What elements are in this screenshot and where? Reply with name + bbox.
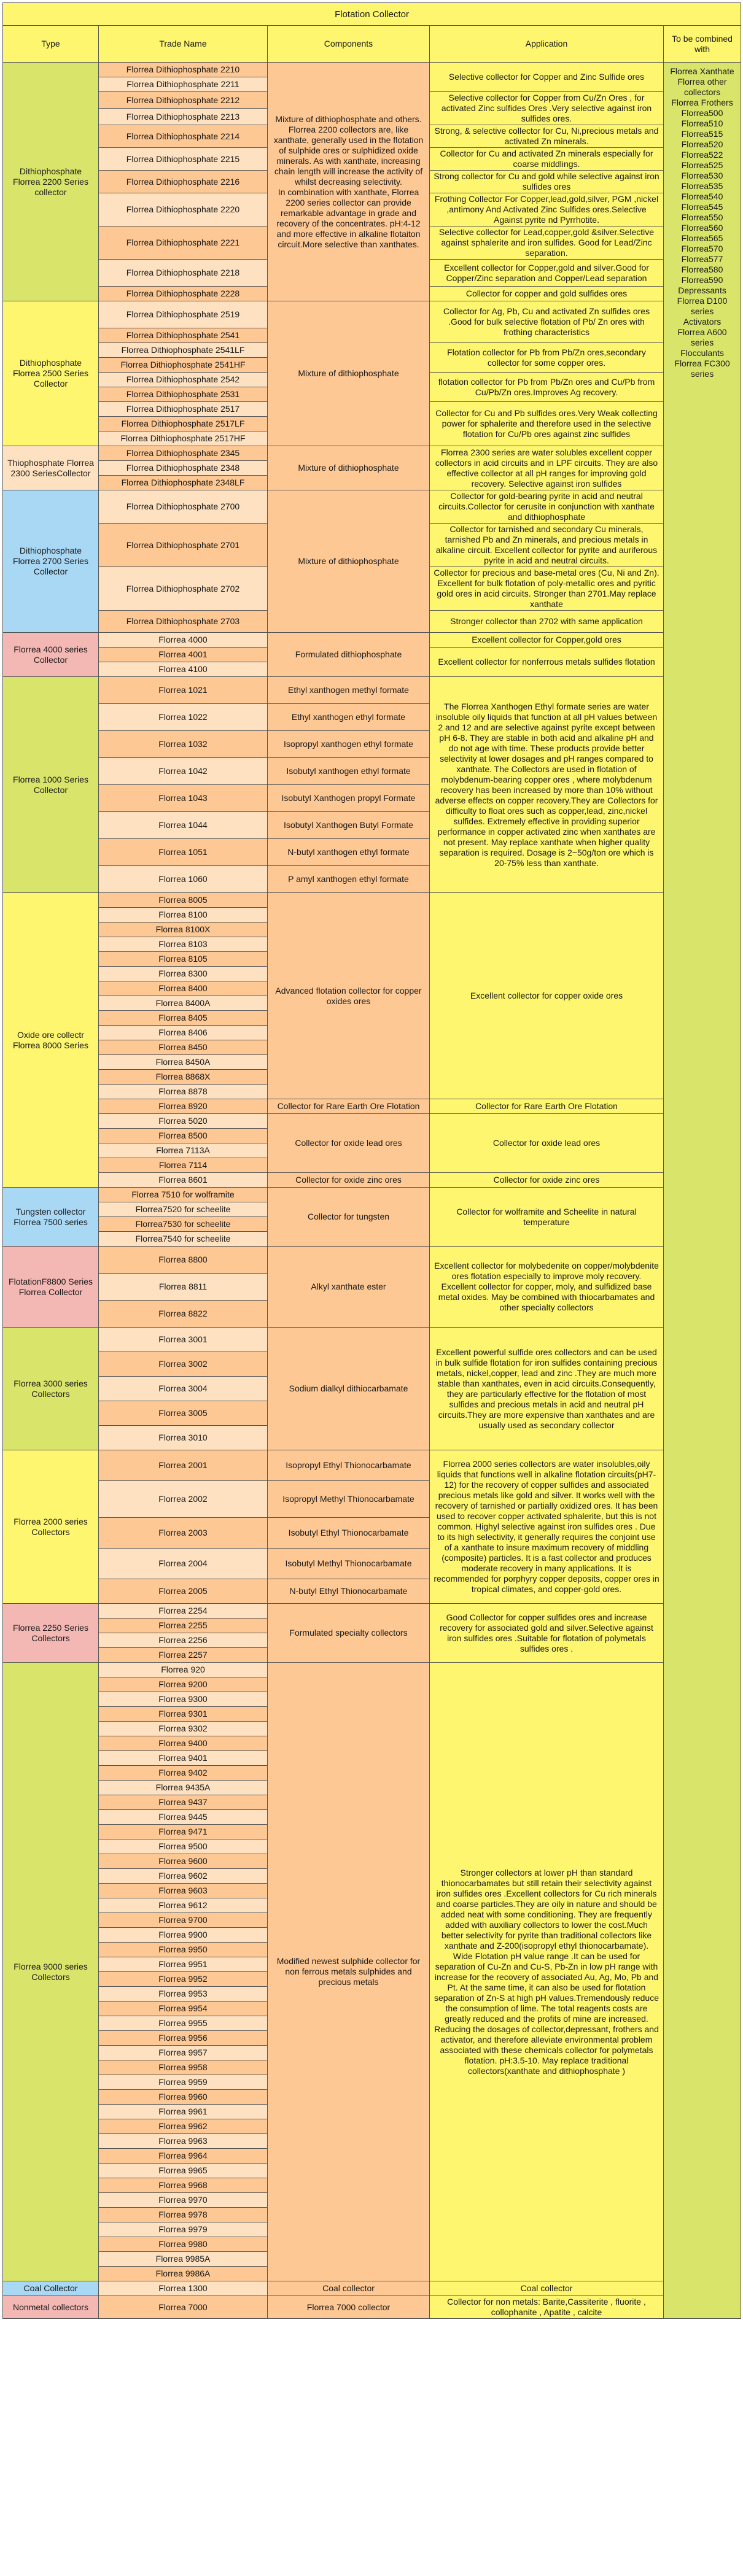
flotation-collector-table-wrap	[2, 2, 741, 2319]
application-cell: Collector for tarnished and secondary Cu minerals, tarnished Pb and Zn minerals, and precious metals in alkaline circuit. Excellent collector for pyrite and auriferous pyrite in acid and neutral circuits.	[430, 524, 664, 567]
trade-name: Florrea 2254	[99, 1604, 268, 1619]
trade-name: Florrea 9471	[99, 1825, 268, 1839]
trade-name: Florrea Dithiophosphate 2215	[99, 148, 268, 171]
trade-name: Florrea 4100	[99, 662, 268, 677]
trade-name: Florrea 1300	[99, 2281, 268, 2296]
trade-name: Florrea 8811	[99, 1274, 268, 1301]
trade-name: Florrea 3010	[99, 1426, 268, 1450]
table-row	[3, 446, 741, 461]
application-cell: Strong, & selective collector for Cu, Ni,precious metals and activated Zn minerals.	[430, 125, 664, 148]
trade-name: Florrea 5020	[99, 1114, 268, 1129]
components-cell: Mixture of dithiophosphate	[268, 446, 430, 490]
application-cell: Collector for oxide lead ores	[430, 1114, 664, 1173]
collector-type: Florrea 4000 series Collector	[3, 633, 99, 677]
trade-name: Florrea Dithiophosphate 2700	[99, 490, 268, 524]
trade-name: Florrea 9301	[99, 1707, 268, 1722]
trade-name: Florrea 9963	[99, 2134, 268, 2149]
trade-name: Florrea 8300	[99, 967, 268, 981]
application-cell: Excellent collector for copper oxide ores	[430, 893, 664, 1099]
flotation-collector-table	[2, 2, 741, 2319]
collector-type: Nonmetal collectors	[3, 2296, 99, 2319]
components-cell: Florrea 7000 collector	[268, 2296, 430, 2319]
application-cell: Collector for Rare Earth Ore Flotation	[430, 1099, 664, 1114]
header-components: Components	[268, 26, 430, 63]
trade-name: Florrea 9302	[99, 1722, 268, 1736]
trade-name: Florrea 9200	[99, 1677, 268, 1692]
application-cell: Stronger collector than 2702 with same application	[430, 611, 664, 633]
trade-name: Florrea 9435A	[99, 1781, 268, 1795]
trade-name: Florrea Dithiophosphate 2541HF	[99, 358, 268, 373]
trade-name: Florrea 8100	[99, 908, 268, 922]
combined-with-cell: Florrea Xanthate Florrea other collectors Florrea Frothers Florrea500 Florrea510 Florrea515 Florrea520 Florrea522 Florrea525 Florrea530 Florrea535 Florrea540 Florrea545 Florrea550 Florrea560 Florrea565 Florrea570 Florrea577 Florrea580 Florrea590 Depressants Florrea D100 series Activators Florrea A600 series Flocculants Florrea FC300 series	[664, 63, 741, 2319]
collector-type: Florrea 1000 Series Collector	[3, 677, 99, 893]
trade-name: Florrea 9965	[99, 2164, 268, 2178]
trade-name: Florrea 1051	[99, 839, 268, 866]
trade-name: Florrea 7510 for wolframite	[99, 1188, 268, 1202]
trade-name: Florrea 9960	[99, 2090, 268, 2105]
trade-name: Florrea Dithiophosphate 2348	[99, 461, 268, 476]
application-cell: Excellent collector for Copper,gold ores	[430, 633, 664, 648]
trade-name: Florrea Dithiophosphate 2702	[99, 567, 268, 611]
trade-name: Florrea 9957	[99, 2046, 268, 2060]
trade-name: Florrea Dithiophosphate 2517HF	[99, 431, 268, 446]
collector-type: Dithiophosphate Florrea 2500 Series Collector	[3, 301, 99, 446]
trade-name: Florrea 2005	[99, 1579, 268, 1604]
trade-name: Florrea 9950	[99, 1943, 268, 1957]
trade-name: Florrea 9400	[99, 1736, 268, 1751]
trade-name: Florrea Dithiophosphate 2541	[99, 328, 268, 343]
table-row	[3, 1450, 741, 1481]
components-cell: Formulated specialty collectors	[268, 1604, 430, 1663]
application-cell: Selective collector for Copper and Zinc Sulfide ores	[430, 63, 664, 92]
trade-name: Florrea7520 for scheelite	[99, 1202, 268, 1217]
table-row	[3, 677, 741, 704]
trade-name: Florrea Dithiophosphate 2228	[99, 287, 268, 301]
table-title: Flotation Collector	[3, 3, 741, 26]
application-cell: Coal collector	[430, 2281, 664, 2296]
application-cell: Collector for Cu and Pb sulfides ores.Very Weak collecting power for sphalerite and therefore used in the selective flotation for Cu/Pb ores against zinc sulfides	[430, 402, 664, 446]
trade-name: Florrea Dithiophosphate 2701	[99, 524, 268, 567]
trade-name: Florrea 9951	[99, 1957, 268, 1972]
application-cell: Collector for wolframite and Scheelite in natural temperature	[430, 1188, 664, 1247]
trade-name: Florrea Dithiophosphate 2519	[99, 301, 268, 328]
components-cell: Collector for oxide lead ores	[268, 1114, 430, 1173]
application-cell: Collector for gold-bearing pyrite in acid and neutral circuits.Collector for cerusite in conjunction with xanthate and dithiophosphate	[430, 490, 664, 524]
trade-name: Florrea 9954	[99, 2002, 268, 2016]
components-cell: Sodium dialkyl dithiocarbamate	[268, 1328, 430, 1450]
collector-type: Florrea 9000 series Collectors	[3, 1663, 99, 2281]
trade-name: Florrea 8105	[99, 952, 268, 967]
components-cell: Ethyl xanthogen ethyl formate	[268, 704, 430, 731]
table-row	[3, 2281, 741, 2296]
trade-name: Florrea 9602	[99, 1869, 268, 1884]
components-cell: Mixture of dithiophosphate	[268, 301, 430, 446]
trade-name: Florrea Dithiophosphate 2703	[99, 611, 268, 633]
trade-name: Florrea 9956	[99, 2031, 268, 2046]
application-cell: Collector for oxide zinc ores	[430, 1173, 664, 1188]
trade-name: Florrea 8822	[99, 1301, 268, 1328]
application-cell: Strong collector for Cu and gold while selective against iron sulfides ores	[430, 171, 664, 193]
components-cell: Isobutyl Xanthogen propyl Formate	[268, 785, 430, 812]
trade-name: Florrea Dithiophosphate 2345	[99, 446, 268, 461]
components-cell: Isopropyl xanthogen ethyl formate	[268, 731, 430, 758]
trade-name: Florrea 8800	[99, 1247, 268, 1274]
table-row	[3, 1663, 741, 1677]
trade-name: Florrea 9964	[99, 2149, 268, 2164]
trade-name: Florrea 3001	[99, 1328, 268, 1352]
application-cell: Selective collector for Copper from Cu/Zn Ores , for activated Zinc sulfides Ores .Very selective against iron sulfides ores.	[430, 92, 664, 125]
application-cell: Frothing Collector For Copper,lead,gold,silver, PGM ,nickel ,antimony And Activated Zinc Sulfides ores.Selective Against pyrite nd Pyrrhotite.	[430, 193, 664, 226]
trade-name: Florrea Dithiophosphate 2517LF	[99, 417, 268, 431]
components-cell: P amyl xanthogen ethyl formate	[268, 866, 430, 893]
collector-type: Florrea 2000 series Collectors	[3, 1450, 99, 1604]
trade-name: Florrea 1042	[99, 758, 268, 785]
trade-name: Florrea 9970	[99, 2193, 268, 2208]
trade-name: Florrea 2256	[99, 1633, 268, 1648]
components-cell: Isobutyl Ethyl Thionocarbamate	[268, 1518, 430, 1549]
components-cell: Collector for oxide zinc ores	[268, 1173, 430, 1188]
application-cell: Collector for copper and gold sulfides ores	[430, 287, 664, 301]
trade-name: Florrea 9402	[99, 1766, 268, 1781]
trade-name: Florrea 7114	[99, 1158, 268, 1173]
trade-name: Florrea Dithiophosphate 2541LF	[99, 343, 268, 358]
application-cell: Collector for non metals: Barite,Cassiterite , fluorite , collophanite , Apatite , calcite	[430, 2296, 664, 2319]
trade-name: Florrea 8100X	[99, 922, 268, 937]
trade-name: Florrea 9959	[99, 2075, 268, 2090]
components-cell: Isobutyl Xanthogen Butyl Formate	[268, 812, 430, 839]
components-cell: Isopropyl Methyl Thionocarbamate	[268, 1481, 430, 1518]
header-application: Application	[430, 26, 664, 63]
trade-name: Florrea 1060	[99, 866, 268, 893]
trade-name: Florrea Dithiophosphate 2214	[99, 125, 268, 148]
trade-name: Florrea 9955	[99, 2016, 268, 2031]
collector-type: Tungsten collector Florrea 7500 series	[3, 1188, 99, 1247]
trade-name: Florrea 9980	[99, 2237, 268, 2252]
trade-name: Florrea 9900	[99, 1928, 268, 1943]
trade-name: Florrea 3005	[99, 1401, 268, 1426]
application-cell: Good Collector for copper sulfides ores and increase recovery for associated gold and silver.Selective against iron sulfides ores .Suitable for flotation of polymetals sulfides ores .	[430, 1604, 664, 1663]
trade-name: Florrea 9612	[99, 1898, 268, 1913]
trade-name: Florrea Dithiophosphate 2216	[99, 171, 268, 193]
header-trade-name: Trade Name	[99, 26, 268, 63]
components-cell: Collector for tungsten	[268, 1188, 430, 1247]
trade-name: Florrea 9300	[99, 1692, 268, 1707]
trade-name: Florrea7540 for scheelite	[99, 1232, 268, 1247]
trade-name: Florrea 9968	[99, 2178, 268, 2193]
trade-name: Florrea 2257	[99, 1648, 268, 1663]
trade-name: Florrea 4000	[99, 633, 268, 648]
trade-name: Florrea 9401	[99, 1751, 268, 1766]
trade-name: Florrea 9985A	[99, 2252, 268, 2267]
components-cell: N-butyl xanthogen ethyl formate	[268, 839, 430, 866]
trade-name: Florrea 8005	[99, 893, 268, 908]
application-cell: Excellent powerful sulfide ores collectors and can be used in bulk sulfide flotation for iron sulfides containing precious metals, nickel,copper, lead and zinc .They are much more stable than xanthates, even in acid circuits.Consequently, they are particularly effective for the flotation of most sulfides and precious metals in acid and neutral pH circuits.They are more expensive than xanthates and are usually used as secondary collector	[430, 1328, 664, 1450]
trade-name: Florrea 2002	[99, 1481, 268, 1518]
application-cell: Flotation collector for Pb from Pb/Zn ores,secondary collector for some copper ores.	[430, 343, 664, 373]
trade-name: Florrea 1021	[99, 677, 268, 704]
table-row	[3, 893, 741, 908]
trade-name: Florrea Dithiophosphate 2218	[99, 260, 268, 287]
trade-name: Florrea 8405	[99, 1011, 268, 1026]
application-cell: Stronger collectors at lower pH than standard thionocarbamates but still retain their selectivity against iron sulfides ores .Excellent collectors for Cu rich minerals and coarse particles.They are oily in nature and should be added neat with some conditioning. They are frequently added with auxiliary collectors to lower the cost.Much better selectivity for pyrite than traditional collectors like xanthate and Z-200(isopropyl ethyl thionocarbamate). Wide Flotation pH value range .It can be used for separation of Cu-Zn and Cu-S, Pb-Zn in low pH range with increase for the recovery of associated Au, Ag, Mo, Pb and Pt. At the same time, it can also be used for flotation separation of Zn-S at high pH values.Tremendously reduce the consumption of lime. The total reagents costs are greatly reduced and the profits of mine are increased. Reducing the dosages of collector,depressant, frothers and activator, and therefore alleviate environmental problem associated with these chemicals collector for polymetals flotation. pH:3.5-10. May replace traditional collectors(xanthate and dithiophosphate )	[430, 1663, 664, 2281]
trade-name: Florrea 2003	[99, 1518, 268, 1549]
trade-name: Florrea 1032	[99, 731, 268, 758]
components-cell: Collector for Rare Earth Ore Flotation	[268, 1099, 430, 1114]
trade-name: Florrea 1043	[99, 785, 268, 812]
table-row	[3, 1114, 741, 1129]
application-cell: Excellent collector for Copper,gold and silver.Good for Copper/Zinc separation and Copper/Lead separation	[430, 260, 664, 287]
trade-name: Florrea 9603	[99, 1884, 268, 1898]
trade-name: Florrea Dithiophosphate 2213	[99, 109, 268, 125]
trade-name: Florrea 9958	[99, 2060, 268, 2075]
trade-name: Florrea Dithiophosphate 2542	[99, 373, 268, 387]
application-cell: Selective collector for Lead,copper,gold &silver.Selective against sphalerite and iron sulfides. Good for Lead/Zinc separation.	[430, 226, 664, 260]
trade-name: Florrea 9986A	[99, 2267, 268, 2281]
trade-name: Florrea 9953	[99, 1987, 268, 2002]
components-cell: Mixture of dithiophosphate	[268, 490, 430, 633]
header-type: Type	[3, 26, 99, 63]
trade-name: Florrea 1022	[99, 704, 268, 731]
trade-name: Florrea 7000	[99, 2296, 268, 2319]
trade-name: Florrea 8450A	[99, 1055, 268, 1070]
trade-name: Florrea 4001	[99, 648, 268, 662]
table-row	[3, 1328, 741, 1352]
application-cell: Florrea 2000 series collectors are water insolubles,oily liquids that functions well in alkaline flotation circuits(pH7-12) for the recovery of copper sulfides and associated precious metals like gold and silver. It works well with the recovery of tarnished or partially oxidized ores. It has been used to recover copper activated sphalerite, but this is not common. Highyl selective against iron sulfides ores . Due to its high selectivity, it generally requires the conjoint use of a xanthate to insure maximum recovery of middling (composite) particles. It is a fast collector and produces moderate recovery in many applications. It is recommended for porphyry copper deposits, copper ores in tropical climates, and copper-gold ores.	[430, 1450, 664, 1604]
trade-name: Florrea Dithiophosphate 2221	[99, 226, 268, 260]
trade-name: Florrea 3002	[99, 1352, 268, 1377]
application-cell: Collector for Cu and activated Zn minerals especially for coarse middlings.	[430, 148, 664, 171]
table-row	[3, 1247, 741, 1274]
trade-name: Florrea Dithiophosphate 2517	[99, 402, 268, 417]
application-cell: The Florrea Xanthogen Ethyl formate series are water insoluble oily liquids that function at all pH values between 2 and 12 and are selective against pyrite except between pH 6-8. They are stable in both acid and alkaline pH and do not age with time. These products provide better selectivity at lower dosages and pH ranges compared to xanthate. The Collectors are used in flotation of molybdenum-bearing copper ores , where molybdenum recovery has been increased by more than 10% without adverse effects on copper recovery.They are Collectors for difficulty to float ores such as copper,lead, zinc,nickel sulfides. Extremely effective in providing superior performance in copper activated zinc when xanthates are not present. May replace xanthate when higher quality separation is required. Dosage is 2~50g/ton ore which is 20-75% less than xanthate.	[430, 677, 664, 893]
table-row	[3, 490, 741, 524]
trade-name: Florrea 8450	[99, 1040, 268, 1055]
table-row	[3, 1099, 741, 1114]
table-row	[3, 633, 741, 648]
collector-type: Florrea 3000 series Collectors	[3, 1328, 99, 1450]
trade-name: Florrea 9952	[99, 1972, 268, 1987]
trade-name: Florrea 1044	[99, 812, 268, 839]
trade-name: Florrea 9979	[99, 2222, 268, 2237]
collector-type: Dithiophosphate Florrea 2700 Series Collector	[3, 490, 99, 633]
trade-name: Florrea 9500	[99, 1839, 268, 1854]
trade-name: Florrea Dithiophosphate 2211	[99, 77, 268, 92]
application-cell: flotation collector for Pb from Pb/Zn ores and Cu/Pb from Cu/Pb/Zn ores.Improves Ag recovery.	[430, 373, 664, 402]
trade-name: Florrea 8400	[99, 981, 268, 996]
components-cell: Coal collector	[268, 2281, 430, 2296]
trade-name: Florrea Dithiophosphate 2220	[99, 193, 268, 226]
trade-name: Florrea 8920	[99, 1099, 268, 1114]
components-cell: Isobutyl xanthogen ethyl formate	[268, 758, 430, 785]
trade-name: Florrea 9978	[99, 2208, 268, 2222]
trade-name: Florrea 9962	[99, 2119, 268, 2134]
components-cell: Formulated dithiophosphate	[268, 633, 430, 677]
trade-name: Florrea 8400A	[99, 996, 268, 1011]
components-cell: Advanced flotation collector for copper oxides ores	[268, 893, 430, 1099]
components-cell: Alkyl xanthate ester	[268, 1247, 430, 1328]
application-cell: Florrea 2300 series are water solubles excellent copper collectors in acid circuits and in LPF circuits. They are also effective collector at all pH ranges for improving gold recovery. Selective against iron sulfides	[430, 446, 664, 490]
trade-name: Florrea 8103	[99, 937, 268, 952]
components-cell: Isopropyl Ethyl Thionocarbamate	[268, 1450, 430, 1481]
table-row	[3, 1604, 741, 1619]
components-cell: Mixture of dithiophosphate and others. Florrea 2200 collectors are, like xanthate, generally used in the flotation of sulphide ores or sulphidized oxide minerals. As with xanthate, increasing chain length will increase the activity of whilst decreasing selectivity. In combination with xanthate, Florrea 2200 series collector can provide remarkable advantage in grade and recovery of the concentrates. pH:4-12 and more effective in alkaline flotaiton circuit.More selective than xanthates.	[268, 63, 430, 301]
table-row	[3, 1188, 741, 1202]
components-cell: Isobutyl Methyl Thionocarbamate	[268, 1549, 430, 1579]
trade-name: Florrea 9445	[99, 1810, 268, 1825]
trade-name: Florrea 920	[99, 1663, 268, 1677]
header-combined-with: To be combined with	[664, 26, 741, 63]
application-cell: Collector for precious and base-metal ores (Cu, Ni and Zn). Excellent for bulk flotation of poly-metallic ores and pyritic gold ores in acid circuits. Stronger than 2701.May replace xanthate	[430, 567, 664, 611]
table-body	[3, 63, 741, 2319]
trade-name: Florrea 9437	[99, 1795, 268, 1810]
trade-name: Florrea 8500	[99, 1129, 268, 1143]
application-cell: Excellent collector for nonferrous metals sulfides flotation	[430, 648, 664, 677]
trade-name: Florrea 9600	[99, 1854, 268, 1869]
trade-name: Florrea 2255	[99, 1619, 268, 1633]
trade-name: Florrea 7113A	[99, 1143, 268, 1158]
trade-name: Florrea 8878	[99, 1085, 268, 1099]
collector-type: Oxide ore collectr Florrea 8000 Series	[3, 893, 99, 1188]
trade-name: Florrea Dithiophosphate 2348LF	[99, 476, 268, 490]
collector-type: Thiophosphate Florrea 2300 SeriesCollector	[3, 446, 99, 490]
collector-type: Coal Collector	[3, 2281, 99, 2296]
table-row	[3, 301, 741, 328]
application-cell: Collector for Ag, Pb, Cu and activated Zn sulfides ores .Good for bulk selective flotation of Pb/ Zn ores with frothing characteristics	[430, 301, 664, 343]
trade-name: Florrea 3004	[99, 1377, 268, 1401]
trade-name: Florrea7530 for scheelite	[99, 1217, 268, 1232]
trade-name: Florrea 2001	[99, 1450, 268, 1481]
collector-type: FlotationF8800 Series Florrea Collector	[3, 1247, 99, 1328]
trade-name: Florrea Dithiophosphate 2212	[99, 92, 268, 109]
collector-type: Florrea 2250 Series Collectors	[3, 1604, 99, 1663]
table-row	[3, 63, 741, 77]
trade-name: Florrea Dithiophosphate 2210	[99, 63, 268, 77]
trade-name: Florrea 8406	[99, 1026, 268, 1040]
components-cell: N-butyl Ethyl Thionocarbamate	[268, 1579, 430, 1604]
table-row	[3, 2296, 741, 2319]
table-row	[3, 1173, 741, 1188]
components-cell: Modified newest sulphide collector for non ferrous metals sulphides and precious metals	[268, 1663, 430, 2281]
trade-name: Florrea 9700	[99, 1913, 268, 1928]
trade-name: Florrea 9961	[99, 2105, 268, 2119]
trade-name: Florrea 8868X	[99, 1070, 268, 1085]
trade-name: Florrea 2004	[99, 1549, 268, 1579]
trade-name: Florrea Dithiophosphate 2531	[99, 387, 268, 402]
components-cell: Ethyl xanthogen methyl formate	[268, 677, 430, 704]
collector-type: Dithiophosphate Florrea 2200 Series collector	[3, 63, 99, 301]
application-cell: Excellent collector for molybedenite on copper/molybdenite ores flotation especially to improve moly recovery. Excellent collector for copper, moly, and sulfidized base metal oxides. May be combined with thiocarbamates and other specialty collectors	[430, 1247, 664, 1328]
trade-name: Florrea 8601	[99, 1173, 268, 1188]
